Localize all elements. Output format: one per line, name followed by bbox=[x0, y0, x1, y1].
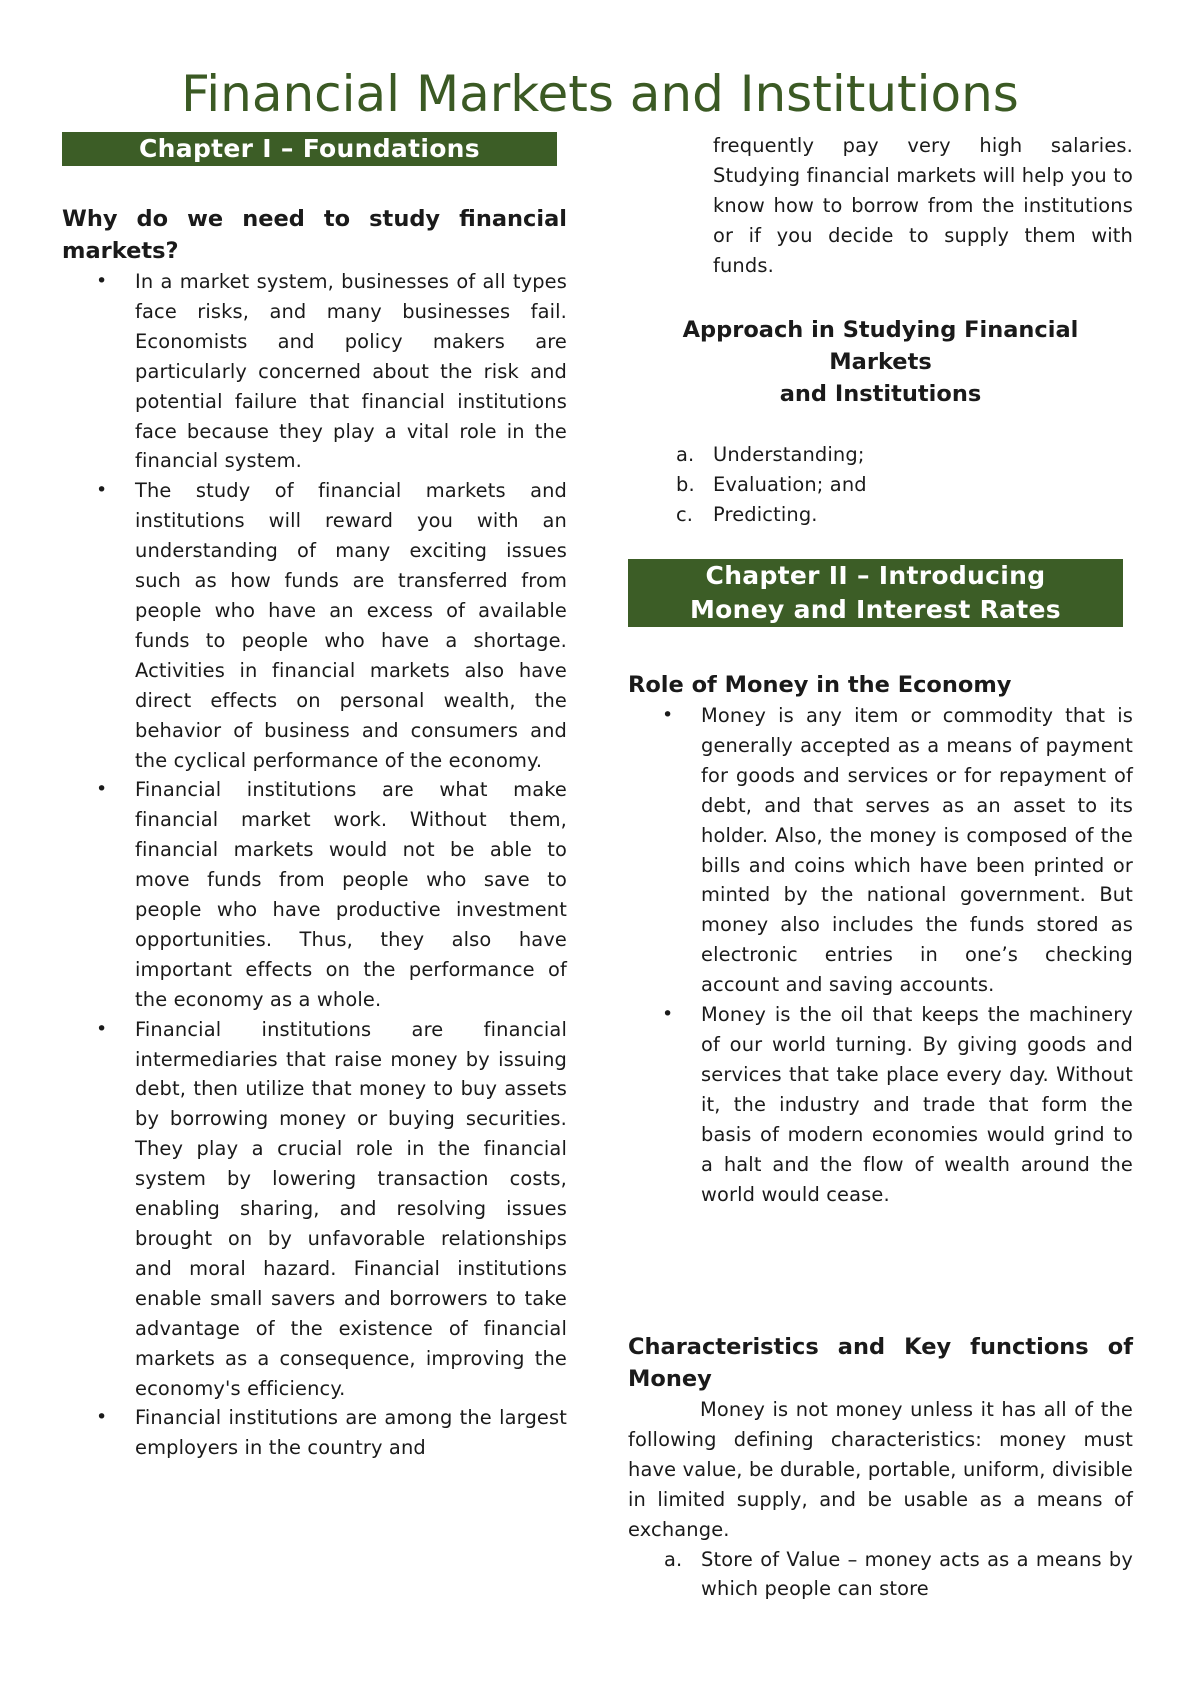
list-item-text: Money is any item or commodity that is generally accepted as a means of payment for goods and services or for repayment of debt, and that serves as an asset to its holder. Also, the money is composed of the bills and coins which have been printed or minted by the national government. But money also includes the funds stored as electronic entries in one’s checking account and saving accounts. bbox=[701, 704, 1133, 997]
role-of-money-heading: Role of Money in the Economy bbox=[628, 672, 1012, 698]
list-item-text: Store of Value – money acts as a means by which people can store bbox=[701, 1547, 1133, 1601]
list-item-text: In a market system, businesses of all types face risks, and many businesses fail. Economists and policy makers are particularly concerned about the risk and potential failure that financial institutions face because they play a vital role in the financial system. bbox=[135, 270, 567, 473]
list-item-text: Evaluation; and bbox=[713, 472, 867, 496]
list-item bbox=[62, 775, 567, 1014]
list-item bbox=[628, 470, 1133, 500]
chapter-1-banner: Chapter I – Foundations bbox=[62, 132, 557, 166]
chapter-2-banner bbox=[628, 559, 1123, 627]
list-item bbox=[62, 1015, 567, 1404]
list-item bbox=[628, 1545, 1133, 1605]
approach-list bbox=[628, 440, 1133, 530]
characteristics-section bbox=[628, 1331, 1133, 1604]
bullet-icon: • bbox=[96, 1017, 108, 1040]
why-study-section bbox=[62, 203, 567, 1463]
list-item-text: Financial institutions are what make financial market work. Without them, financial markets would not be able to move funds from people who save to people who have productive investment opportunities. Thus, they also have important effects on the performance of the economy as a whole. bbox=[135, 778, 567, 1011]
list-item-text: Understanding; bbox=[713, 443, 865, 466]
list-item bbox=[628, 500, 1133, 530]
role-of-money-section bbox=[628, 669, 1133, 1209]
list-marker: a. bbox=[676, 443, 695, 466]
chapter-2-banner-line-1: Chapter II – Introducing bbox=[705, 561, 1046, 590]
approach-heading-line-2: and Institutions bbox=[779, 381, 982, 407]
list-item bbox=[62, 267, 567, 476]
list-item bbox=[628, 440, 1133, 470]
approach-heading bbox=[628, 314, 1133, 410]
approach-section bbox=[628, 314, 1133, 530]
list-item-text: Money is the oil that keeps the machinery of our world turning. By giving goods and services that take place every day. Without it, the industry and trade that form the basis of modern economies would grind to a halt and the flow of wealth around the world would cease. bbox=[701, 1003, 1133, 1206]
bullet-icon: • bbox=[96, 1406, 108, 1429]
bullet-icon: • bbox=[96, 270, 108, 292]
chapter-2-banner-line-2: Money and Interest Rates bbox=[689, 595, 1061, 624]
list-marker: a. bbox=[664, 1547, 683, 1571]
bullet-continuation: frequently pay very high salaries. Studying financial markets will help you to know how to borrow from the institutions or if you decide to supply them with funds. bbox=[713, 134, 1133, 277]
list-item-text: The study of financial markets and institutions will reward you with an understanding of many exciting issues such as how funds are transferred from people who have an excess of available funds to people who have a shortage. Activities in financial markets also have direct effects on personal wealth, the behavior of business and consumers and the cyclical performance of the economy. bbox=[135, 479, 567, 772]
why-study-heading: Why do we need to study financial markets? bbox=[62, 206, 567, 264]
functions-list bbox=[628, 1545, 1133, 1605]
page-title: Financial Markets and Institutions bbox=[181, 65, 1019, 123]
list-item bbox=[62, 1403, 567, 1463]
list-item bbox=[628, 701, 1133, 1000]
list-item-text: Predicting. bbox=[713, 502, 818, 526]
characteristics-heading: Characteristics and Key functions of Money bbox=[628, 1334, 1133, 1392]
role-of-money-bullet-list bbox=[628, 701, 1133, 1209]
characteristics-paragraph: Money is not money unless it has all of the following defining characteristics: money must have value, be durable, portable, uniform, divisible in limited supply, and be usable as a means of exchange. bbox=[628, 1398, 1133, 1541]
bullet-icon: • bbox=[662, 1003, 674, 1026]
approach-heading-line-1: Approach in Studying Financial Markets bbox=[682, 317, 1079, 375]
bullet-icon: • bbox=[662, 704, 674, 726]
list-marker: c. bbox=[676, 502, 694, 526]
list-item-text: Financial institutions are among the largest employers in the country and bbox=[135, 1406, 567, 1460]
list-item bbox=[62, 476, 567, 775]
bullet-icon: • bbox=[96, 479, 108, 502]
list-marker: b. bbox=[676, 472, 695, 496]
list-item-text: Financial institutions are financial intermediaries that raise money by issuing debt, then utilize that money to buy assets by borrowing money or buying securities. They play a crucial role in the financial system by lowering transaction costs, enabling sharing, and resolving issues brought on by unfavorable relationships and moral hazard. Financial institutions enable small savers and borrowers to take advantage of the existence of financial markets as a consequence, improving the economy's efficiency. bbox=[135, 1017, 567, 1400]
list-item bbox=[628, 1000, 1133, 1209]
bullet-icon: • bbox=[96, 778, 108, 801]
why-study-bullet-list bbox=[62, 267, 567, 1463]
